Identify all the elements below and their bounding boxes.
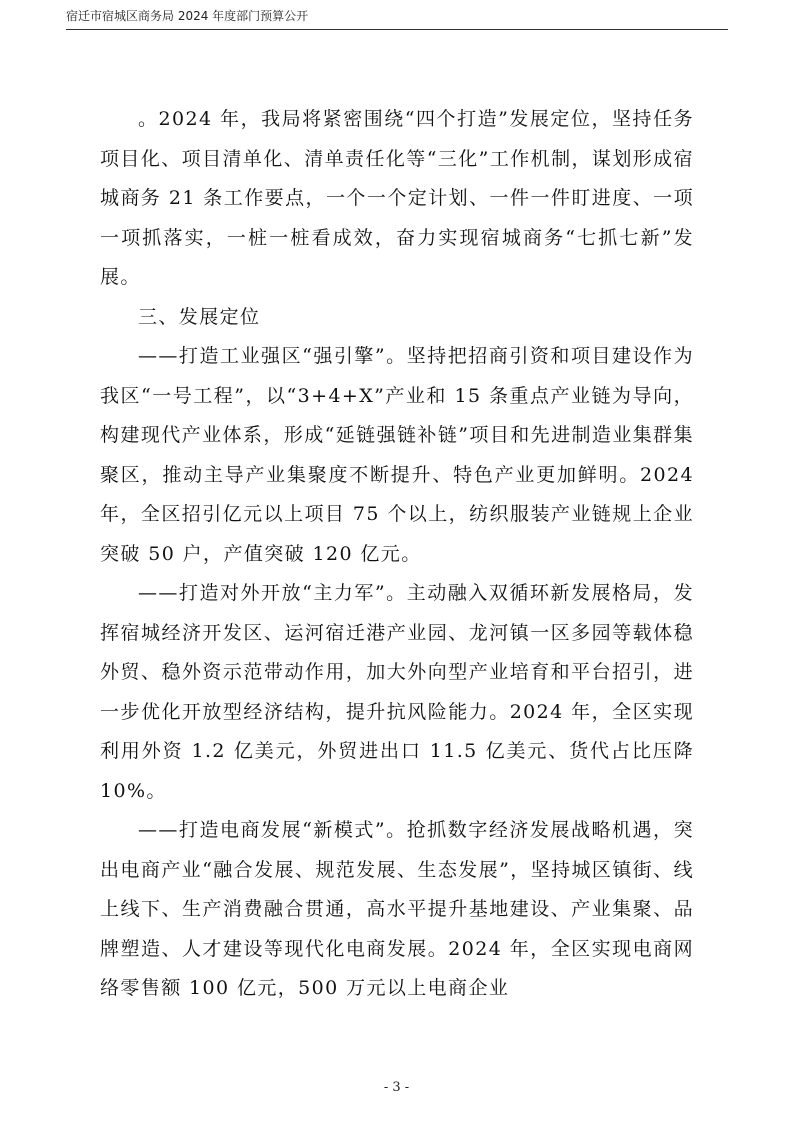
page-number: - 3 -	[383, 1080, 410, 1095]
paragraph-ecommerce: ——打造电商发展“新模式”。抢抓数字经济发展战略机遇，突出电商产业“融合发展、规范发展、生态发展”，坚持城区镇街、线上线下、生产消费融合贯通，高水平提升基地建设、产业集聚、品牌塑造、人才建设等现代化电商发展。2024 年，全区实现电商网络零售额 100 亿元，500 万元以上电商企业	[100, 819, 694, 999]
document-body	[100, 100, 694, 1009]
paragraph-work-plan: 。2024 年，我局将紧密围绕“四个打造”发展定位，坚持任务项目化、项目清单化、清单责任化等“三化”工作机制，谋划形成宿城商务 21 条工作要点，一个一个定计划、一件一件盯进度、一项一项抓落实，一桩一桩看成效，奋力实现宿城商务“七抓七新”发展。	[100, 108, 694, 288]
section-heading-development-positioning: 三、发展定位	[138, 305, 261, 328]
paragraph-industrial-engine: ——打造工业强区“强引擎”。坚持把招商引资和项目建设作为我区“一号工程”，以“3+4+X”产业和 15 条重点产业链为导向，构建现代产业体系，形成“延链强链补链”项目和先进制造业集群集聚区，推动主导产业集聚度不断提升、特色产业更加鲜明。2024 年，全区招引亿元以上项目 75 个以上，纺织服装产业链规上企业突破 50 户，产值突破 120 亿元。	[100, 345, 694, 565]
header-divider	[66, 29, 728, 30]
paragraph-opening-up: ——打造对外开放“主力军”。主动融入双循环新发展格局，发挥宿城经济开发区、运河宿迁港产业园、龙河镇一区多园等载体稳外贸、稳外资示范带动作用，加大外向型产业培育和平台招引，进一步优化开放型经济结构，提升抗风险能力。2024 年，全区实现利用外资 1.2 亿美元，外贸进出口 11.5 亿美元、货代占比压降 10%。	[100, 582, 694, 802]
page-header: 宿迁市宿城区商务局 2024 年度部门预算公开	[66, 9, 309, 23]
